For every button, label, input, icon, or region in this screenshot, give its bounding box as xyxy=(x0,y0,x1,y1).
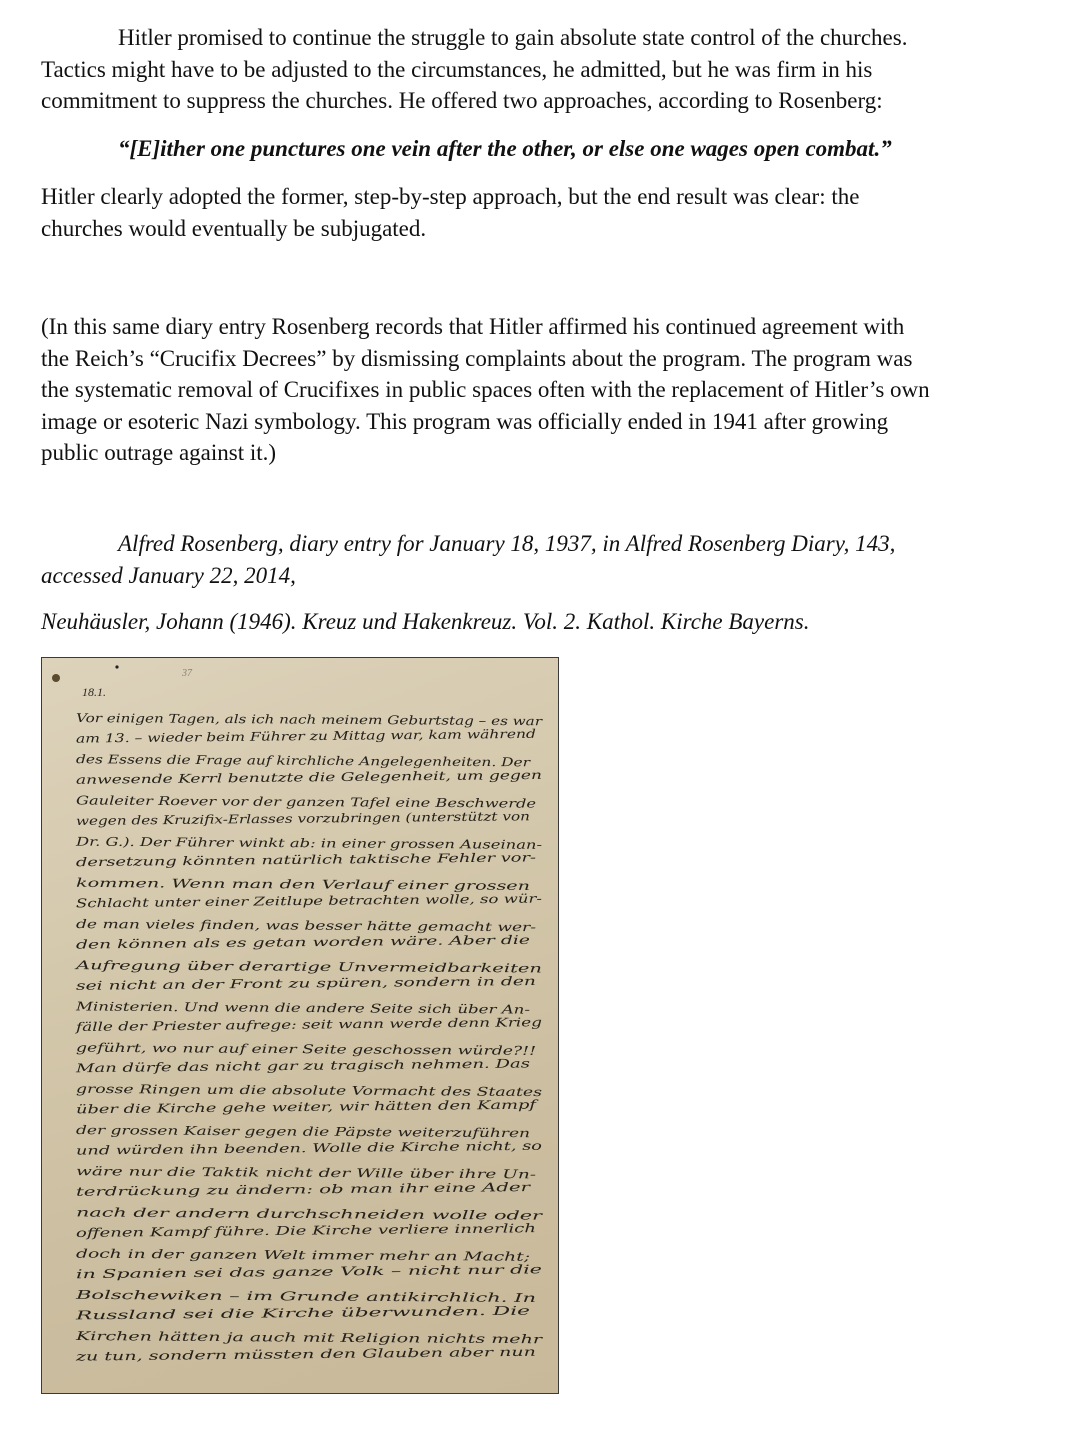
manuscript-line: anwesende Kerrl benutzte die Gelegenheit, um gegen xyxy=(75,769,404,787)
manuscript-page-number: 37 xyxy=(182,668,192,679)
manuscript-image xyxy=(42,658,558,1393)
manuscript-line: geführt, wo nur auf einer Seite geschossen würde?!! xyxy=(75,1040,397,1057)
text-line: (In this same diary entry Rosenberg records that Hitler affirmed his continued agreement with xyxy=(41,314,905,339)
manuscript-line: grosse Ringen um die absolute Vormacht des Staates xyxy=(75,1081,401,1099)
manuscript-line: de man vieles finden, was besser hätte gemacht wer- xyxy=(75,917,400,934)
manuscript-line: terdrückung zu ändern: ob man ihr eine Ader xyxy=(75,1181,354,1199)
text-line: Tactics might have to be adjusted to the circumstances, he admitted, but he was firm in his xyxy=(41,56,873,82)
citation-book: Neuhäusler, Johann (1946). Kreuz und Hakenkreuz. Vol. 2. Kathol. Kirche Bayerns. xyxy=(41,609,810,634)
manuscript-line: Russland sei die Kirche überwunden. Die xyxy=(75,1305,328,1323)
manuscript-line: Kirchen hätten ja auch mit Religion nichts mehr xyxy=(75,1329,370,1346)
manuscript-line: Aufregung über derartige Unvermeidbarkeiten xyxy=(75,958,364,975)
manuscript-line: Gauleiter Roever vor der ganzen Tafel eine Beschwerde xyxy=(75,793,417,810)
manuscript-date: 18.1. xyxy=(82,685,106,699)
manuscript-line: in Spanien sei das ganze Volk – nicht nur die xyxy=(75,1264,349,1282)
manuscript-line: Bolschewiken – im Grunde antikirchlich. In xyxy=(75,1287,339,1304)
manuscript-line: offenen Kampf führe. Die Kirche verliere innerlich xyxy=(75,1222,383,1240)
manuscript-line: des Essens die Frage auf kirchliche Angelegenheiten. Der xyxy=(75,752,430,769)
block-quote: “[E]ither one punctures one vein after the other, or else one wages open combat.” xyxy=(118,136,892,161)
manuscript-line: zu tun, sondern müssten den Glauben aber nun xyxy=(75,1346,366,1364)
ink-dot xyxy=(115,665,118,668)
manuscript-line: doch in der ganzen Welt immer mehr an Macht; xyxy=(75,1246,368,1263)
manuscript-line: nach der andern durchschneiden wolle oder xyxy=(75,1205,346,1222)
manuscript-line: der grossen Kaiser gegen die Päpste weiterzuführen xyxy=(75,1123,396,1140)
manuscript-line: kommen. Wenn man den Verlauf einer grossen xyxy=(75,875,361,892)
manuscript-line: und würden ihn beenden. Wolle die Kirche nicht, so xyxy=(75,1140,392,1158)
manuscript-line: Dr. G.). Der Führer winkt ab: in einer grossen Auseinan- xyxy=(75,834,419,851)
text-line: accessed January 22, 2014, xyxy=(41,562,296,588)
text-line: the systematic removal of Crucifixes in public spaces often with the replacement of Hitler’s own xyxy=(41,377,930,402)
manuscript-line: sei nicht an der Front zu spüren, sondern in den xyxy=(75,975,371,993)
manuscript-handwriting xyxy=(74,711,544,1364)
text-line: Alfred Rosenberg, diary entry for January 18, 1937, in Alfred Rosenberg Diary, 143, xyxy=(118,531,896,556)
text-line: public outrage against it.) xyxy=(41,440,277,465)
manuscript-line: wegen des Kruzifix-Erlasses vorzubringen (unterstützt von xyxy=(75,810,434,828)
text-line: the Reich’s “Crucifix Decrees” by dismissing complaints about the program. The program was xyxy=(41,345,913,371)
text-line: Hitler clearly adopted the former, step-by-step approach, but the end result was clear: the xyxy=(41,184,860,209)
manuscript-line: dersetzung könnten natürlich taktische Fehler vor- xyxy=(75,851,387,870)
manuscript-line: den können als es getan worden wäre. Aber die xyxy=(75,934,367,952)
analysis-paragraph xyxy=(41,181,1041,244)
manuscript-line: Ministerien. Und wenn die andere Seite sich über An- xyxy=(75,999,405,1016)
citation-diary xyxy=(41,528,1041,591)
manuscript-line: über die Kirche gehe weiter, wir hätten den Kampf xyxy=(75,1099,386,1117)
manuscript-line: Schlacht unter einer Zeitlupe betrachten wolle, so wür- xyxy=(75,892,415,911)
manuscript-line: wäre nur die Taktik nicht der Wille über ihre Un- xyxy=(75,1164,375,1181)
manuscript-line: Vor einigen Tagen, als ich nach meinem Geburtstag – es war xyxy=(75,711,445,728)
text-line: Hitler promised to continue the struggle to gain absolute state control of the churches. xyxy=(118,25,908,50)
punch-hole xyxy=(52,674,60,682)
manuscript-line: am 13. – wieder beim Führer zu Mittag war, kam während xyxy=(75,727,432,746)
manuscript-line: fälle der Priester aufrege: seit wann werde denn Krieg xyxy=(75,1016,410,1034)
intro-paragraph xyxy=(41,22,1041,117)
text-line: image or esoteric Nazi symbology. This program was officially ended in 1941 after growing xyxy=(41,408,889,434)
text-line: commitment to suppress the churches. He offered two approaches, according to Rosenberg: xyxy=(41,88,883,113)
context-paragraph xyxy=(41,311,1041,469)
text-line: churches would eventually be subjugated. xyxy=(41,215,427,241)
manuscript-line: Man dürfe das nicht gar zu tragisch nehmen. Das xyxy=(75,1058,379,1076)
manuscript-scan xyxy=(41,657,559,1394)
